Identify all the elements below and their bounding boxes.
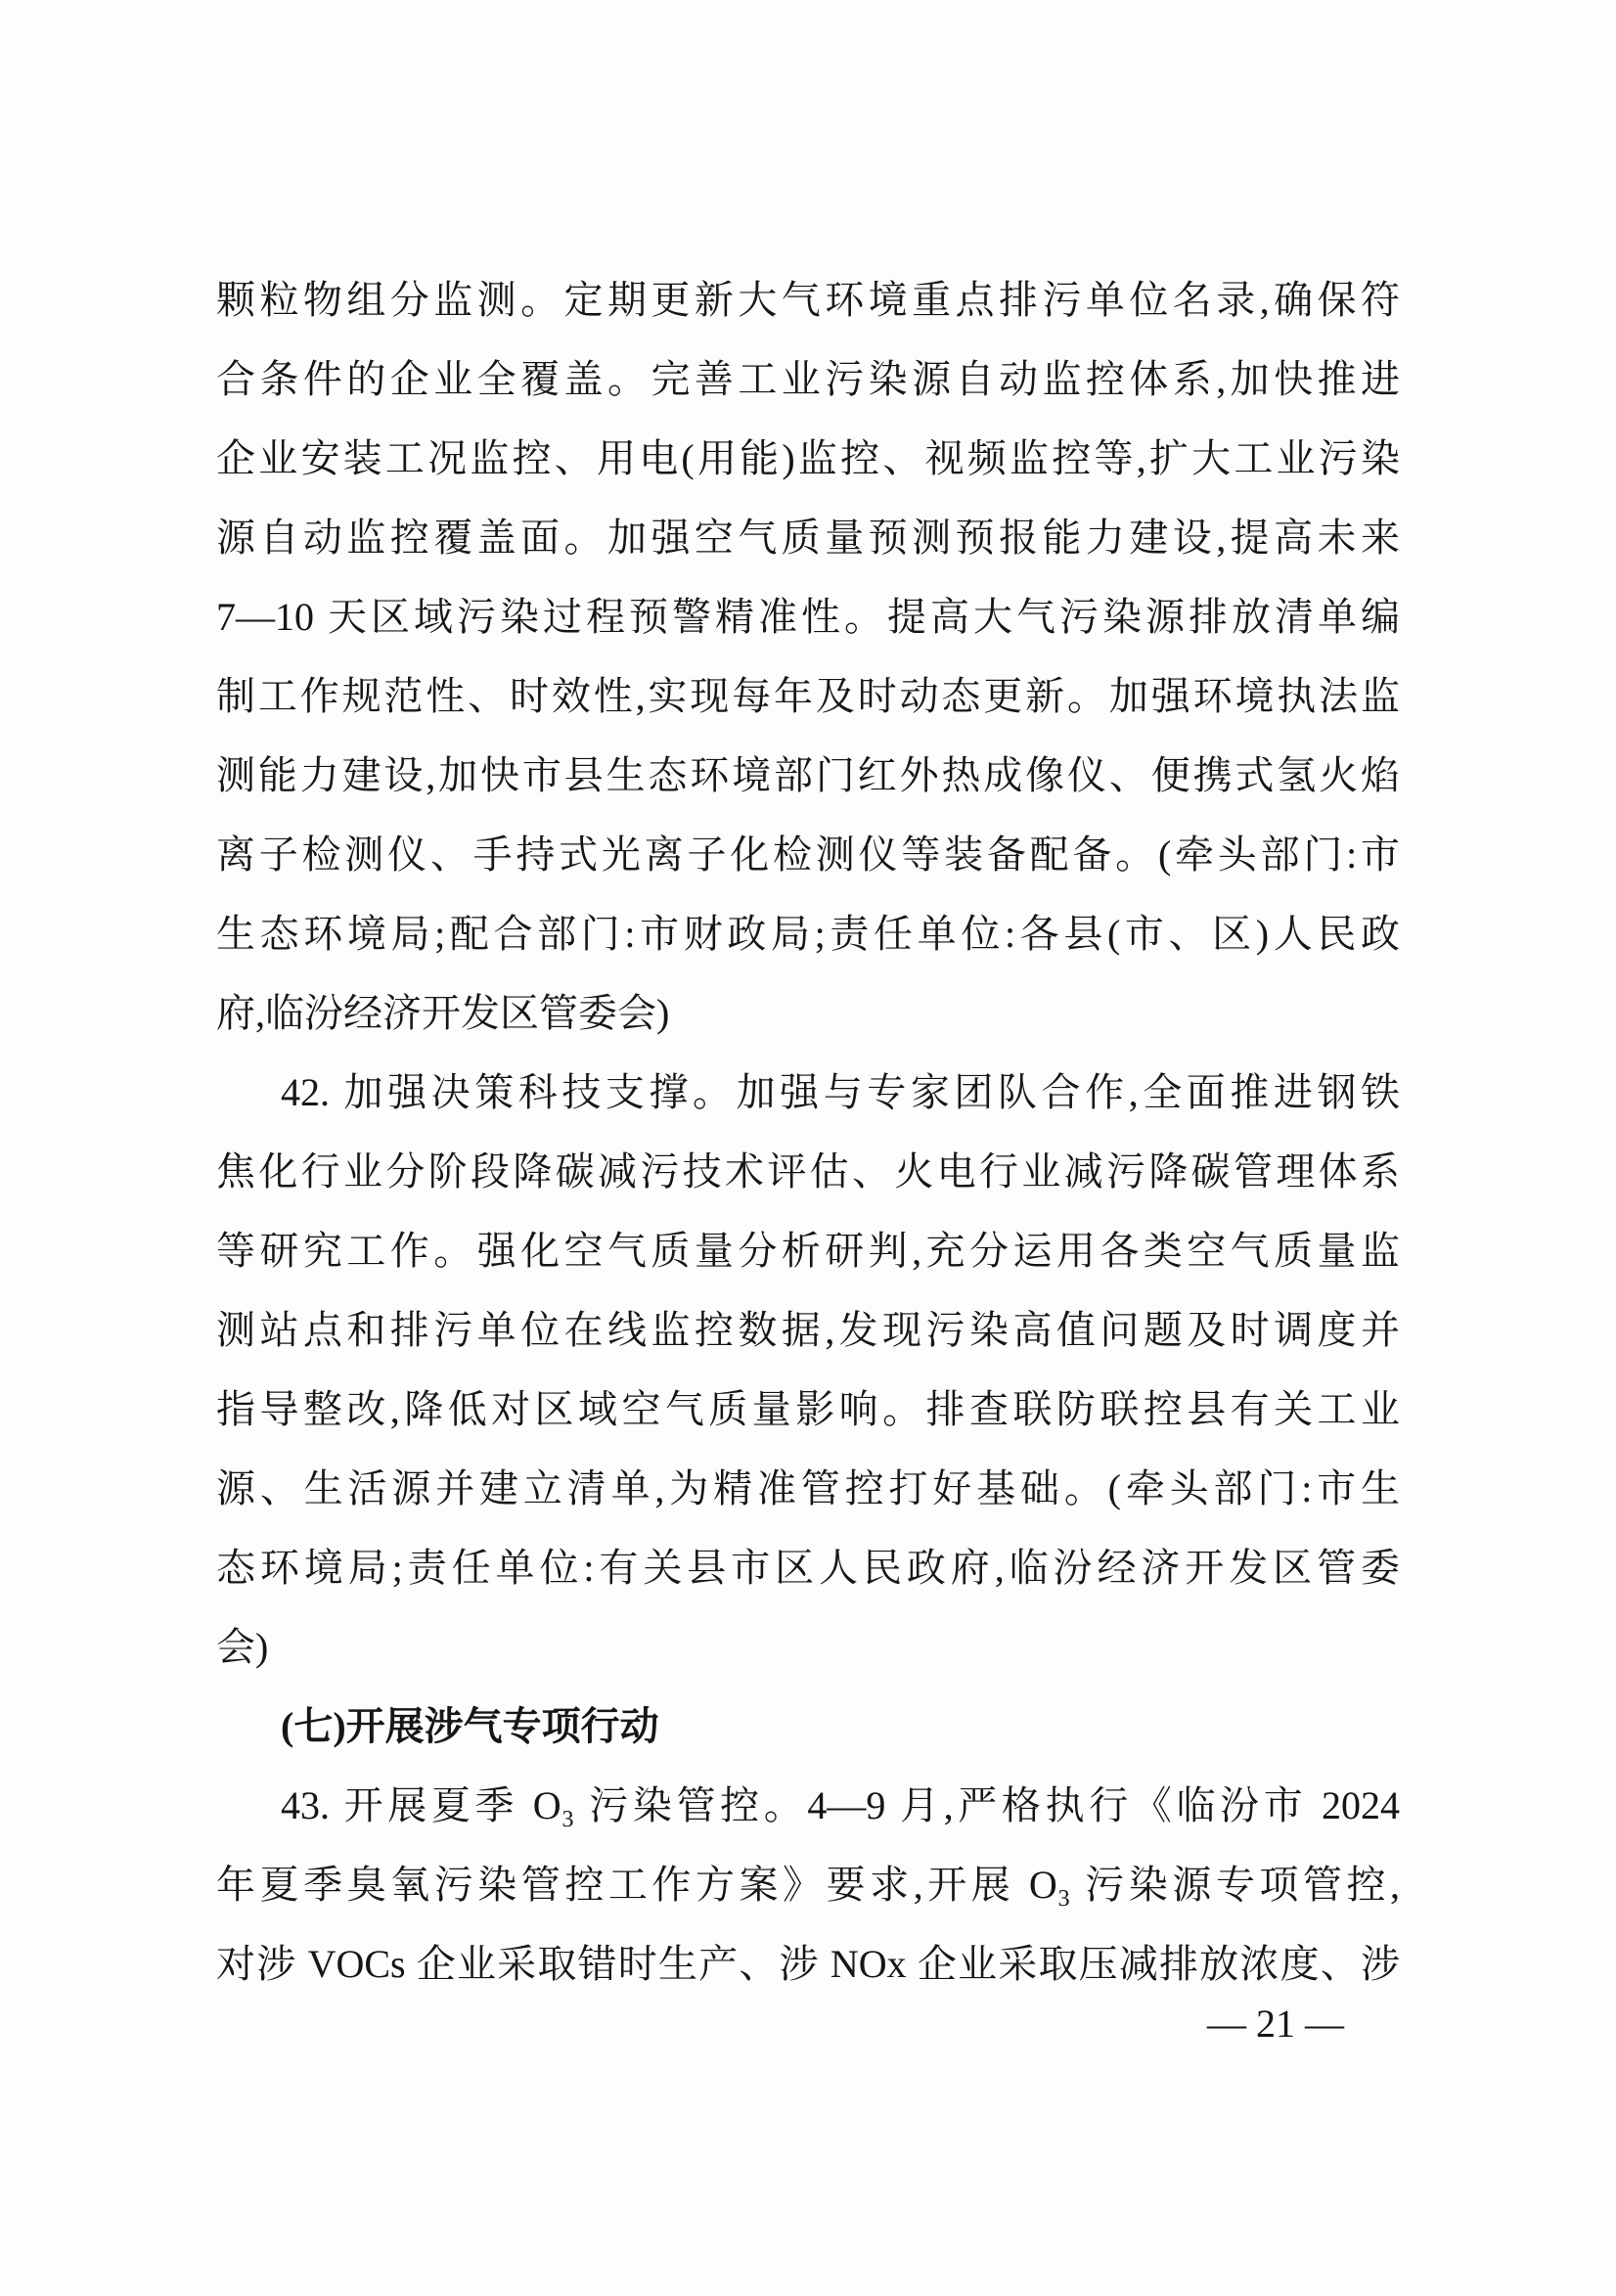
text-line: 测能力建设,加快市县生态环境部门红外热成像仪、便携式氢火焰 xyxy=(216,753,1400,797)
text-line: 生态环境局;配合部门:市财政局;责任单位:各县(市、区)人民政 xyxy=(216,912,1400,956)
text-line: 年夏季臭氧污染管控工作方案》要求,开展 O₃ 污染源专项管控, xyxy=(216,1863,1400,1907)
section-heading: (七)开展涉气专项行动 xyxy=(281,1704,659,1748)
text-line: 源自动监控覆盖面。加强空气质量预测预报能力建设,提高未来 xyxy=(216,516,1400,560)
text-line: 对涉 VOCs 企业采取错时生产、涉 NOx 企业采取压减排放浓度、涉 xyxy=(216,1942,1400,1986)
text-line: 合条件的企业全覆盖。完善工业污染源自动监控体系,加快推进 xyxy=(216,357,1400,401)
text-line: 会) xyxy=(216,1625,269,1669)
text-line: 企业安装工况监控、用电(用能)监控、视频监控等,扩大工业污染 xyxy=(216,436,1400,480)
text-line: 离子检测仪、手持式光离子化检测仪等装备配备。(牵头部门:市 xyxy=(216,833,1400,877)
text-line: 等研究工作。强化空气质量分析研判,充分运用各类空气质量监 xyxy=(216,1229,1400,1273)
text-line: 指导整改,降低对区域空气质量影响。排查联防联控县有关工业 xyxy=(216,1387,1400,1431)
paragraph-continued xyxy=(216,260,1400,1053)
text-line: 态环境局;责任单位:有关县市区人民政府,临汾经济开发区管委 xyxy=(216,1546,1400,1590)
text-line: 制工作规范性、时效性,实现每年及时动态更新。加强环境执法监 xyxy=(216,674,1400,718)
text-line: 7—10 天区域污染过程预警精准性。提高大气污染源排放清单编 xyxy=(216,595,1400,639)
text-line: 府,临汾经济开发区管委会) xyxy=(216,991,670,1035)
document-body xyxy=(216,260,1400,2003)
text-line: 42. 加强决策科技支撑。加强与专家团队合作,全面推进钢铁 xyxy=(281,1070,1400,1114)
page-number: — 21 — xyxy=(1207,2002,1344,2046)
text-line: 颗粒物组分监测。定期更新大气环境重点排污单位名录,确保符 xyxy=(216,278,1400,322)
text-line: 源、生活源并建立清单,为精准管控打好基础。(牵头部门:市生 xyxy=(216,1466,1400,1510)
text-line: 测站点和排污单位在线监控数据,发现污染高值问题及时调度并 xyxy=(216,1308,1400,1352)
text-line: 焦化行业分阶段降碳减污技术评估、火电行业减污降碳管理体系 xyxy=(216,1149,1400,1193)
text-line: 43. 开展夏季 O₃ 污染管控。4—9 月,严格执行《临汾市 2024 xyxy=(281,1783,1400,1827)
paragraph-item-43 xyxy=(216,1766,1400,2003)
paragraph-item-42 xyxy=(216,1053,1400,1687)
